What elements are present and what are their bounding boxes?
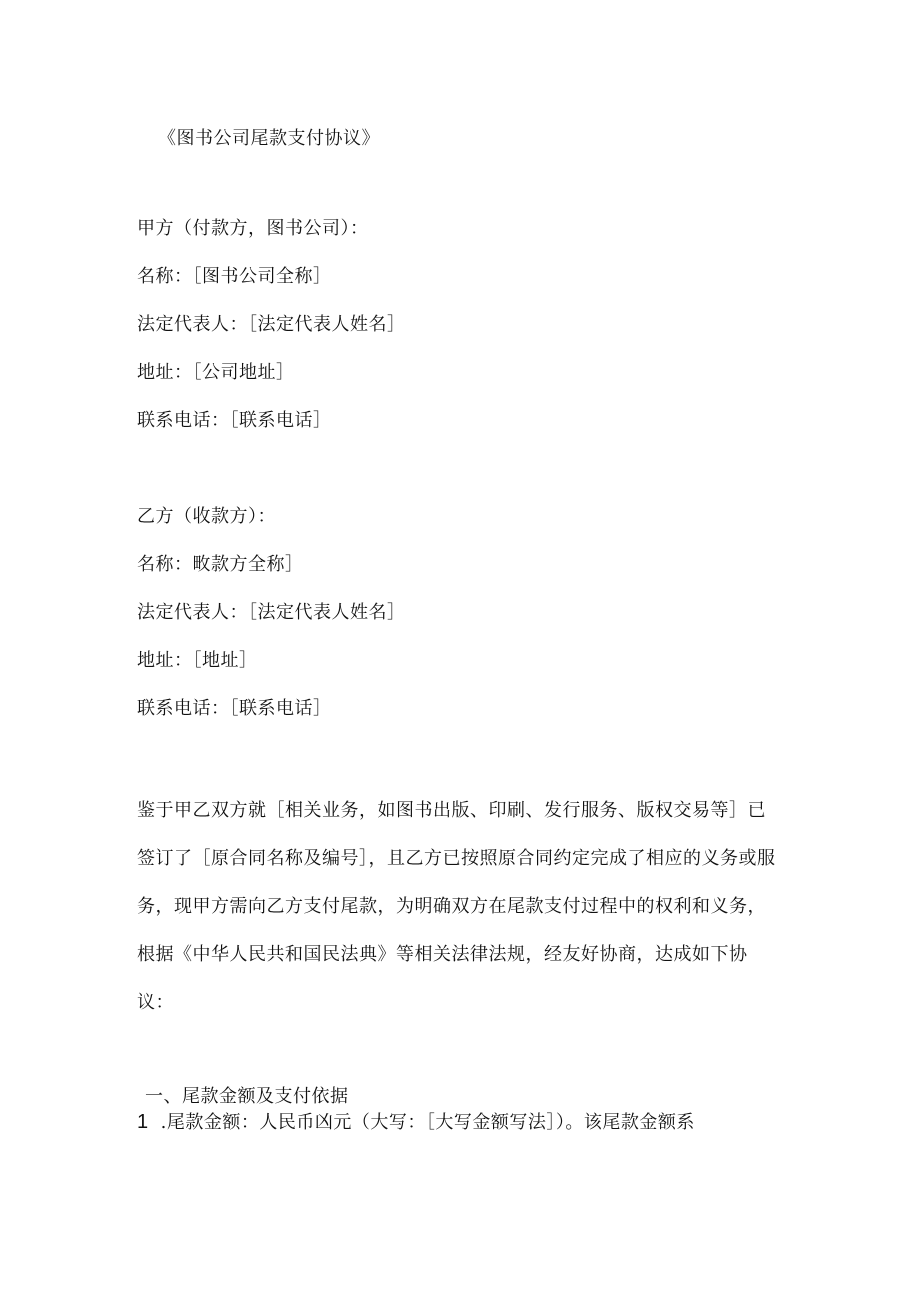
party-b-name: 名称：畋款方全称］ — [137, 554, 304, 575]
item-number: 1 — [137, 1111, 149, 1133]
party-b-address: 地址：［地址］ — [137, 650, 258, 671]
party-a-heading: 甲方（付款方，图书公司）： — [137, 218, 369, 239]
party-a-name: 名称：［图书公司全称］ — [137, 266, 332, 287]
party-a-legal-rep: 法定代表人：［法定代表人姓名］ — [137, 314, 406, 335]
preamble-paragraph — [137, 787, 787, 1027]
party-a-address: 地址：［公司地址］ — [137, 362, 295, 383]
party-b-heading: 乙方（收款方）： — [137, 506, 276, 527]
document-title: 《图书公司尾款支付协议》 — [158, 128, 380, 149]
party-a-phone: 联系电话：［联系电话］ — [137, 410, 332, 431]
preamble-line: 签订了［原合同名称及编号］，且乙方已按照原合同约定完成了相应的义务或服 — [137, 848, 776, 869]
preamble-line: 务，现甲方需向乙方支付尾款，为明确双方在尾款支付过程中的权利和义务， — [137, 896, 766, 917]
preamble-line: 根据《中华人民共和国民法典》等相关法律法规，经友好协商，达成如下协 — [137, 944, 748, 965]
section-1-item-1 — [137, 1111, 695, 1134]
section-1-heading: 一、尾款金额及支付依据 — [145, 1086, 349, 1107]
preamble-line: 鉴于甲乙双方就［相关业务，如图书出版、印刷、发行服务、版权交易等］已 — [137, 800, 766, 821]
party-b-phone: 联系电话：［联系电话］ — [137, 698, 332, 719]
item-text: .尾款金额：人民币凶元（大写：［大写金额写法］）。该尾款金额系 — [160, 1112, 695, 1133]
preamble-line: 议： — [137, 992, 174, 1013]
party-b-legal-rep: 法定代表人：［法定代表人姓名］ — [137, 602, 406, 623]
